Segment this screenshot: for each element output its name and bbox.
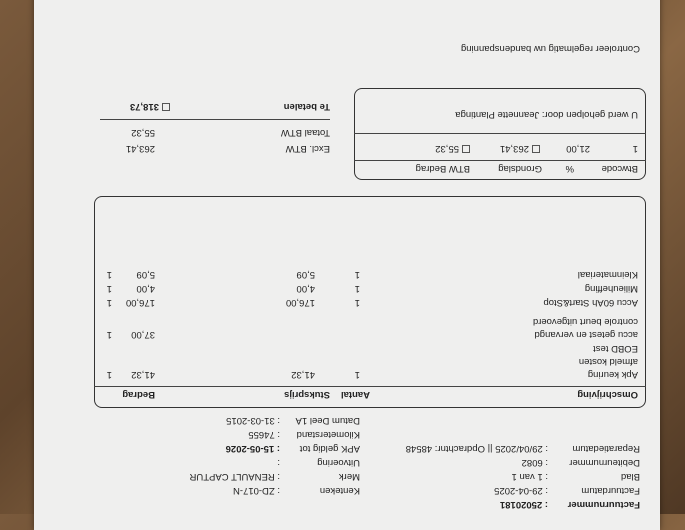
invoice-content [34, 0, 660, 530]
factuurdatum-label: Factuurdatum [581, 485, 640, 496]
line-item-description: Apk keuring [587, 369, 638, 380]
line-item-stuksprijs: 176,00 [285, 297, 315, 308]
line-item-aantal: 1 [354, 297, 360, 308]
btw-code: 1 [632, 143, 638, 154]
checkbox-icon [462, 145, 470, 153]
line-item-btwcode: 1 [106, 329, 112, 340]
apk-label: APK geldig tot [299, 443, 360, 454]
line-item-description: Milieuheffing [584, 283, 638, 294]
line-item-aantal: 1 [354, 283, 360, 294]
btw-col-grondslag: Grondslag [498, 163, 542, 174]
btw-pct: 21,00 [566, 143, 590, 154]
factuurnummer-label: Factuurnummer [567, 499, 640, 510]
merk-value: : RENAULT CAPTUR [189, 471, 280, 482]
datum-deel-label: Datum Deel 1A [295, 415, 360, 426]
col-omschrijving: Omschrijving [577, 389, 638, 400]
line-item-bedrag: 176,00 [125, 297, 155, 308]
totals-divider [100, 119, 330, 120]
kenteken-value: : ZD-017-N [233, 485, 280, 496]
btw-footer-divider [354, 133, 646, 134]
totaal-btw-label: Totaal BTW [280, 127, 330, 138]
line-item-btwcode: 1 [106, 297, 112, 308]
btw-grondslag: 263,41 [499, 143, 529, 154]
kenteken-label: Kenteken [319, 485, 360, 496]
btw-header-divider [354, 160, 646, 161]
btw-col-code: Btwcode [601, 163, 638, 174]
invoice-paper [34, 0, 660, 530]
totaal-btw-value: 55,32 [131, 127, 155, 138]
btw-bedrag-cell [435, 143, 470, 154]
factuurdatum-value: : 29-04-2025 [494, 485, 548, 496]
blad-label: Blad [620, 471, 640, 482]
debiteur-label: Debiteurnummer [569, 457, 640, 468]
btw-col-pct: % [565, 163, 574, 174]
uitvoering-value: : [277, 457, 280, 468]
line-item-description: controle beurt uitgevoerd [532, 316, 638, 327]
col-bedrag: Bedrag [122, 389, 155, 400]
line-item-btwcode: 1 [106, 369, 112, 380]
footer-tip: Controleer regelmatig uw bandenspanning [460, 43, 640, 54]
te-betalen-label: Te betalen [283, 101, 330, 112]
excl-btw-label: Excl. BTW [285, 143, 330, 154]
uitvoering-label: Uitvoering [317, 457, 360, 468]
excl-btw-value: 263,41 [125, 143, 155, 154]
line-item-btwcode: 1 [106, 283, 112, 294]
line-item-description: EOBD test [593, 343, 638, 354]
kilometerstand-label: Kilometerstand [296, 429, 360, 440]
btw-grondslag-cell [500, 143, 540, 154]
kilometerstand-value: : 74655 [248, 429, 280, 440]
checkbox-icon [532, 145, 540, 153]
btw-bedrag: 55,32 [435, 143, 459, 154]
debiteur-value: : 6082 [521, 457, 548, 468]
helper-text: U werd geholpen door: Jeannette Plantinga [455, 109, 638, 120]
col-aantal: Aantal [340, 389, 370, 400]
lines-header-divider [94, 386, 646, 387]
col-stuksprijs: Stuksprijs [284, 389, 330, 400]
line-item-bedrag: 41,32 [131, 369, 155, 380]
line-item-btwcode: 1 [106, 269, 112, 280]
line-item-aantal: 1 [354, 269, 360, 280]
line-item-description: Accu 60Ah Start&Stop [543, 297, 638, 308]
line-item-description: Kleinmateriaal [577, 269, 638, 280]
checkbox-icon [162, 103, 170, 111]
apk-value: : 15-05-2026 [225, 443, 280, 454]
line-item-bedrag: 37,00 [131, 329, 155, 340]
datum-deel-value: : 31-03-2015 [226, 415, 280, 426]
line-item-bedrag: 4,00 [136, 283, 155, 294]
te-betalen-cell [130, 101, 170, 112]
merk-label: Merk [338, 471, 360, 482]
line-item-stuksprijs: 41,32 [291, 369, 315, 380]
reparatiedatum-label: Reparatiedatum [572, 443, 640, 454]
line-item-description: accu getest en vervangd [534, 329, 638, 340]
line-item-stuksprijs: 5,09 [296, 269, 315, 280]
reparatiedatum-value: : 29/04/2025 || Opdrachtnr: 48548 [405, 443, 548, 454]
factuurnummer-value: : 25020181 [499, 499, 548, 510]
line-item-description: afmeld kosten [578, 356, 638, 367]
blad-value: : 1 van 1 [511, 471, 548, 482]
te-betalen-value: 318,73 [129, 101, 159, 112]
line-item-aantal: 1 [354, 369, 360, 380]
line-item-stuksprijs: 4,00 [296, 283, 315, 294]
line-item-bedrag: 5,09 [136, 269, 155, 280]
btw-col-bedrag: BTW Bedrag [415, 163, 470, 174]
